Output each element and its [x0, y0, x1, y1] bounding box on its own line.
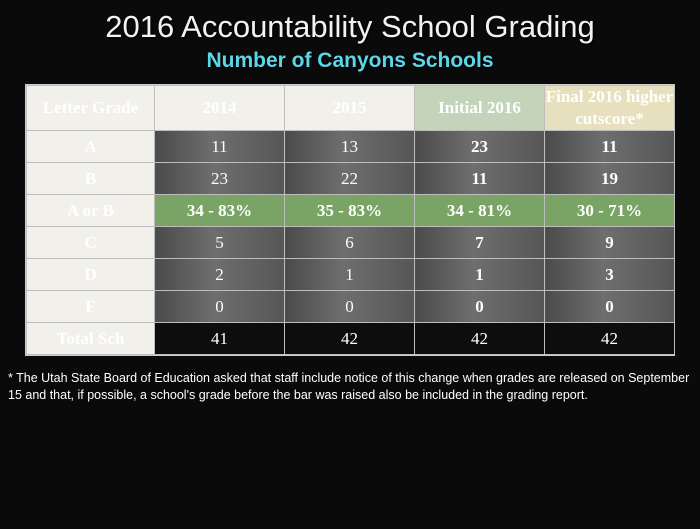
- cell-d-final2016: 3: [545, 259, 675, 291]
- cell-a-final2016: 11: [545, 131, 675, 163]
- row-label-b: B: [27, 163, 155, 195]
- cell-total-2014: 41: [155, 323, 285, 355]
- cell-f-2014: 0: [155, 291, 285, 323]
- cell-a-2015: 13: [285, 131, 415, 163]
- table-row: [27, 227, 675, 259]
- cell-aorb-final2016: 30 - 71%: [545, 195, 675, 227]
- cell-aorb-initial2016: 34 - 81%: [415, 195, 545, 227]
- grading-table: [26, 85, 675, 355]
- cell-c-2015: 6: [285, 227, 415, 259]
- table-row: [27, 259, 675, 291]
- page-subtitle: Number of Canyons Schools: [206, 49, 494, 72]
- row-label-c: C: [27, 227, 155, 259]
- footnote: * The Utah State Board of Education asked that staff include notice of this change when grades are released on September 15 and that, if possible, a school's grade before the bar was raised also be included in the grading report.: [8, 371, 690, 402]
- cell-d-2014: 2: [155, 259, 285, 291]
- cell-b-final2016: 19: [545, 163, 675, 195]
- cell-b-2015: 22: [285, 163, 415, 195]
- table-row: [27, 131, 675, 163]
- cell-b-2014: 23: [155, 163, 285, 195]
- column-header-initial-2016: Initial 2016: [415, 86, 545, 131]
- cell-a-initial2016: 23: [415, 131, 545, 163]
- table-row-total: [27, 323, 675, 355]
- cell-total-2015: 42: [285, 323, 415, 355]
- cell-d-2015: 1: [285, 259, 415, 291]
- table-header-row: [27, 86, 675, 131]
- page-title: 2016 Accountability School Grading: [105, 9, 595, 44]
- cell-total-final2016: 42: [545, 323, 675, 355]
- grading-table-container: [25, 84, 675, 356]
- cell-b-initial2016: 11: [415, 163, 545, 195]
- row-label-total-sch: Total Sch: [27, 323, 155, 355]
- table-row-highlight: [27, 195, 675, 227]
- row-label-f: F: [27, 291, 155, 323]
- cell-total-initial2016: 42: [415, 323, 545, 355]
- cell-c-initial2016: 7: [415, 227, 545, 259]
- cell-c-2014: 5: [155, 227, 285, 259]
- row-label-d: D: [27, 259, 155, 291]
- column-header-letter-grade: Letter Grade: [27, 86, 155, 131]
- column-header-final-2016: Final 2016 higher cutscore*: [545, 86, 675, 131]
- cell-aorb-2014: 34 - 83%: [155, 195, 285, 227]
- row-label-a: A: [27, 131, 155, 163]
- cell-f-initial2016: 0: [415, 291, 545, 323]
- cell-a-2014: 11: [155, 131, 285, 163]
- table-row: [27, 291, 675, 323]
- cell-f-2015: 0: [285, 291, 415, 323]
- cell-c-final2016: 9: [545, 227, 675, 259]
- cell-f-final2016: 0: [545, 291, 675, 323]
- row-label-a-or-b: A or B: [27, 195, 155, 227]
- column-header-2014: 2014: [155, 86, 285, 131]
- table-row: [27, 163, 675, 195]
- cell-aorb-2015: 35 - 83%: [285, 195, 415, 227]
- cell-d-initial2016: 1: [415, 259, 545, 291]
- column-header-2015: 2015: [285, 86, 415, 131]
